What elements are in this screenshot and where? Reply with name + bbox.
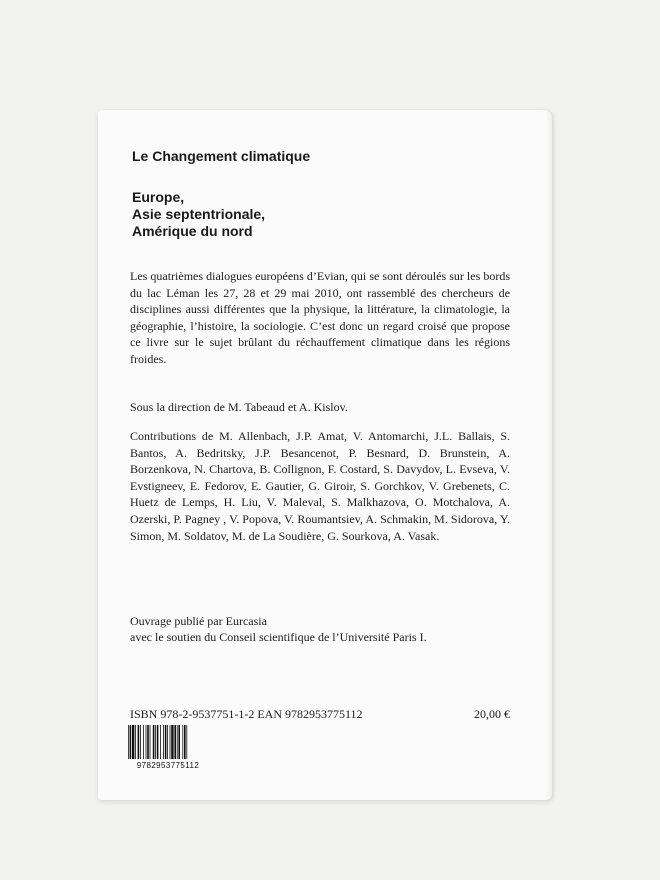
isbn-line [130, 706, 510, 722]
subtitle-line: Asie septentrionale, [132, 206, 266, 222]
book-back-cover [98, 110, 552, 800]
subtitle-line: Europe, [132, 189, 185, 205]
publisher-line: Ouvrage publié par Eurcasia [130, 614, 267, 628]
subtitle-line: Amérique du nord [132, 223, 253, 239]
barcode-bars-icon [126, 725, 210, 761]
book-title: Le Changement climatique [132, 148, 311, 164]
price-label: 20,00 € [474, 707, 510, 721]
book-subtitle [132, 189, 265, 240]
book-description: Les quatrièmes dialogues européens d’Evian, qui se sont déroulés sur les bords du lac Léman les 27, 28 et 29 mai 2010, ont rassemblé des chercheurs de disciplines aussi différentes que la physique, la littérature, la climatologie, la géographie, l’histoire, la sociologie. C’est donc un regard croisé que propose ce livre sur le sujet brûlant du réchauffement climatique dans les régions froides. [130, 269, 510, 366]
contributors-list: Contributions de M. Allenbach, J.P. Amat, V. Antomarchi, J.L. Ballais, S. Bantos, A. Bedritsky, J.P. Besancenot, P. Besnard, D. Brunstein, A. Borzenkova, N. Chartova, B. Collignon, F. Costard, S. Davydov, L. Evseva, V. Evstigneev, E. Fedorov, E. Gautier, G. Giroir, S. Gorchkov, V. Grebenets, C. Huetz de Lemps, H. Liu, V. Maleval, S. Malkhazova, O. Motchalova, A. Ozerski, P. Pagney , V. Popova, V. Roumantsiev, A. Schmakin, M. Sidorova, Y. Simon, M. Soldatov, M. de La Soudière, G. Sourkova, A. Vasak. [130, 429, 510, 543]
barcode-digits: 9782953775112 [136, 761, 200, 770]
publisher-line: avec le soutien du Conseil scientifique de l’Université Paris I. [130, 630, 427, 644]
barcode [126, 725, 210, 770]
editors-line: Sous la direction de M. Tabeaud et A. Kislov. [130, 400, 348, 414]
isbn-text: ISBN 978-2-9537751-1-2 EAN 9782953775112 [130, 707, 363, 721]
publisher-info [130, 613, 427, 645]
